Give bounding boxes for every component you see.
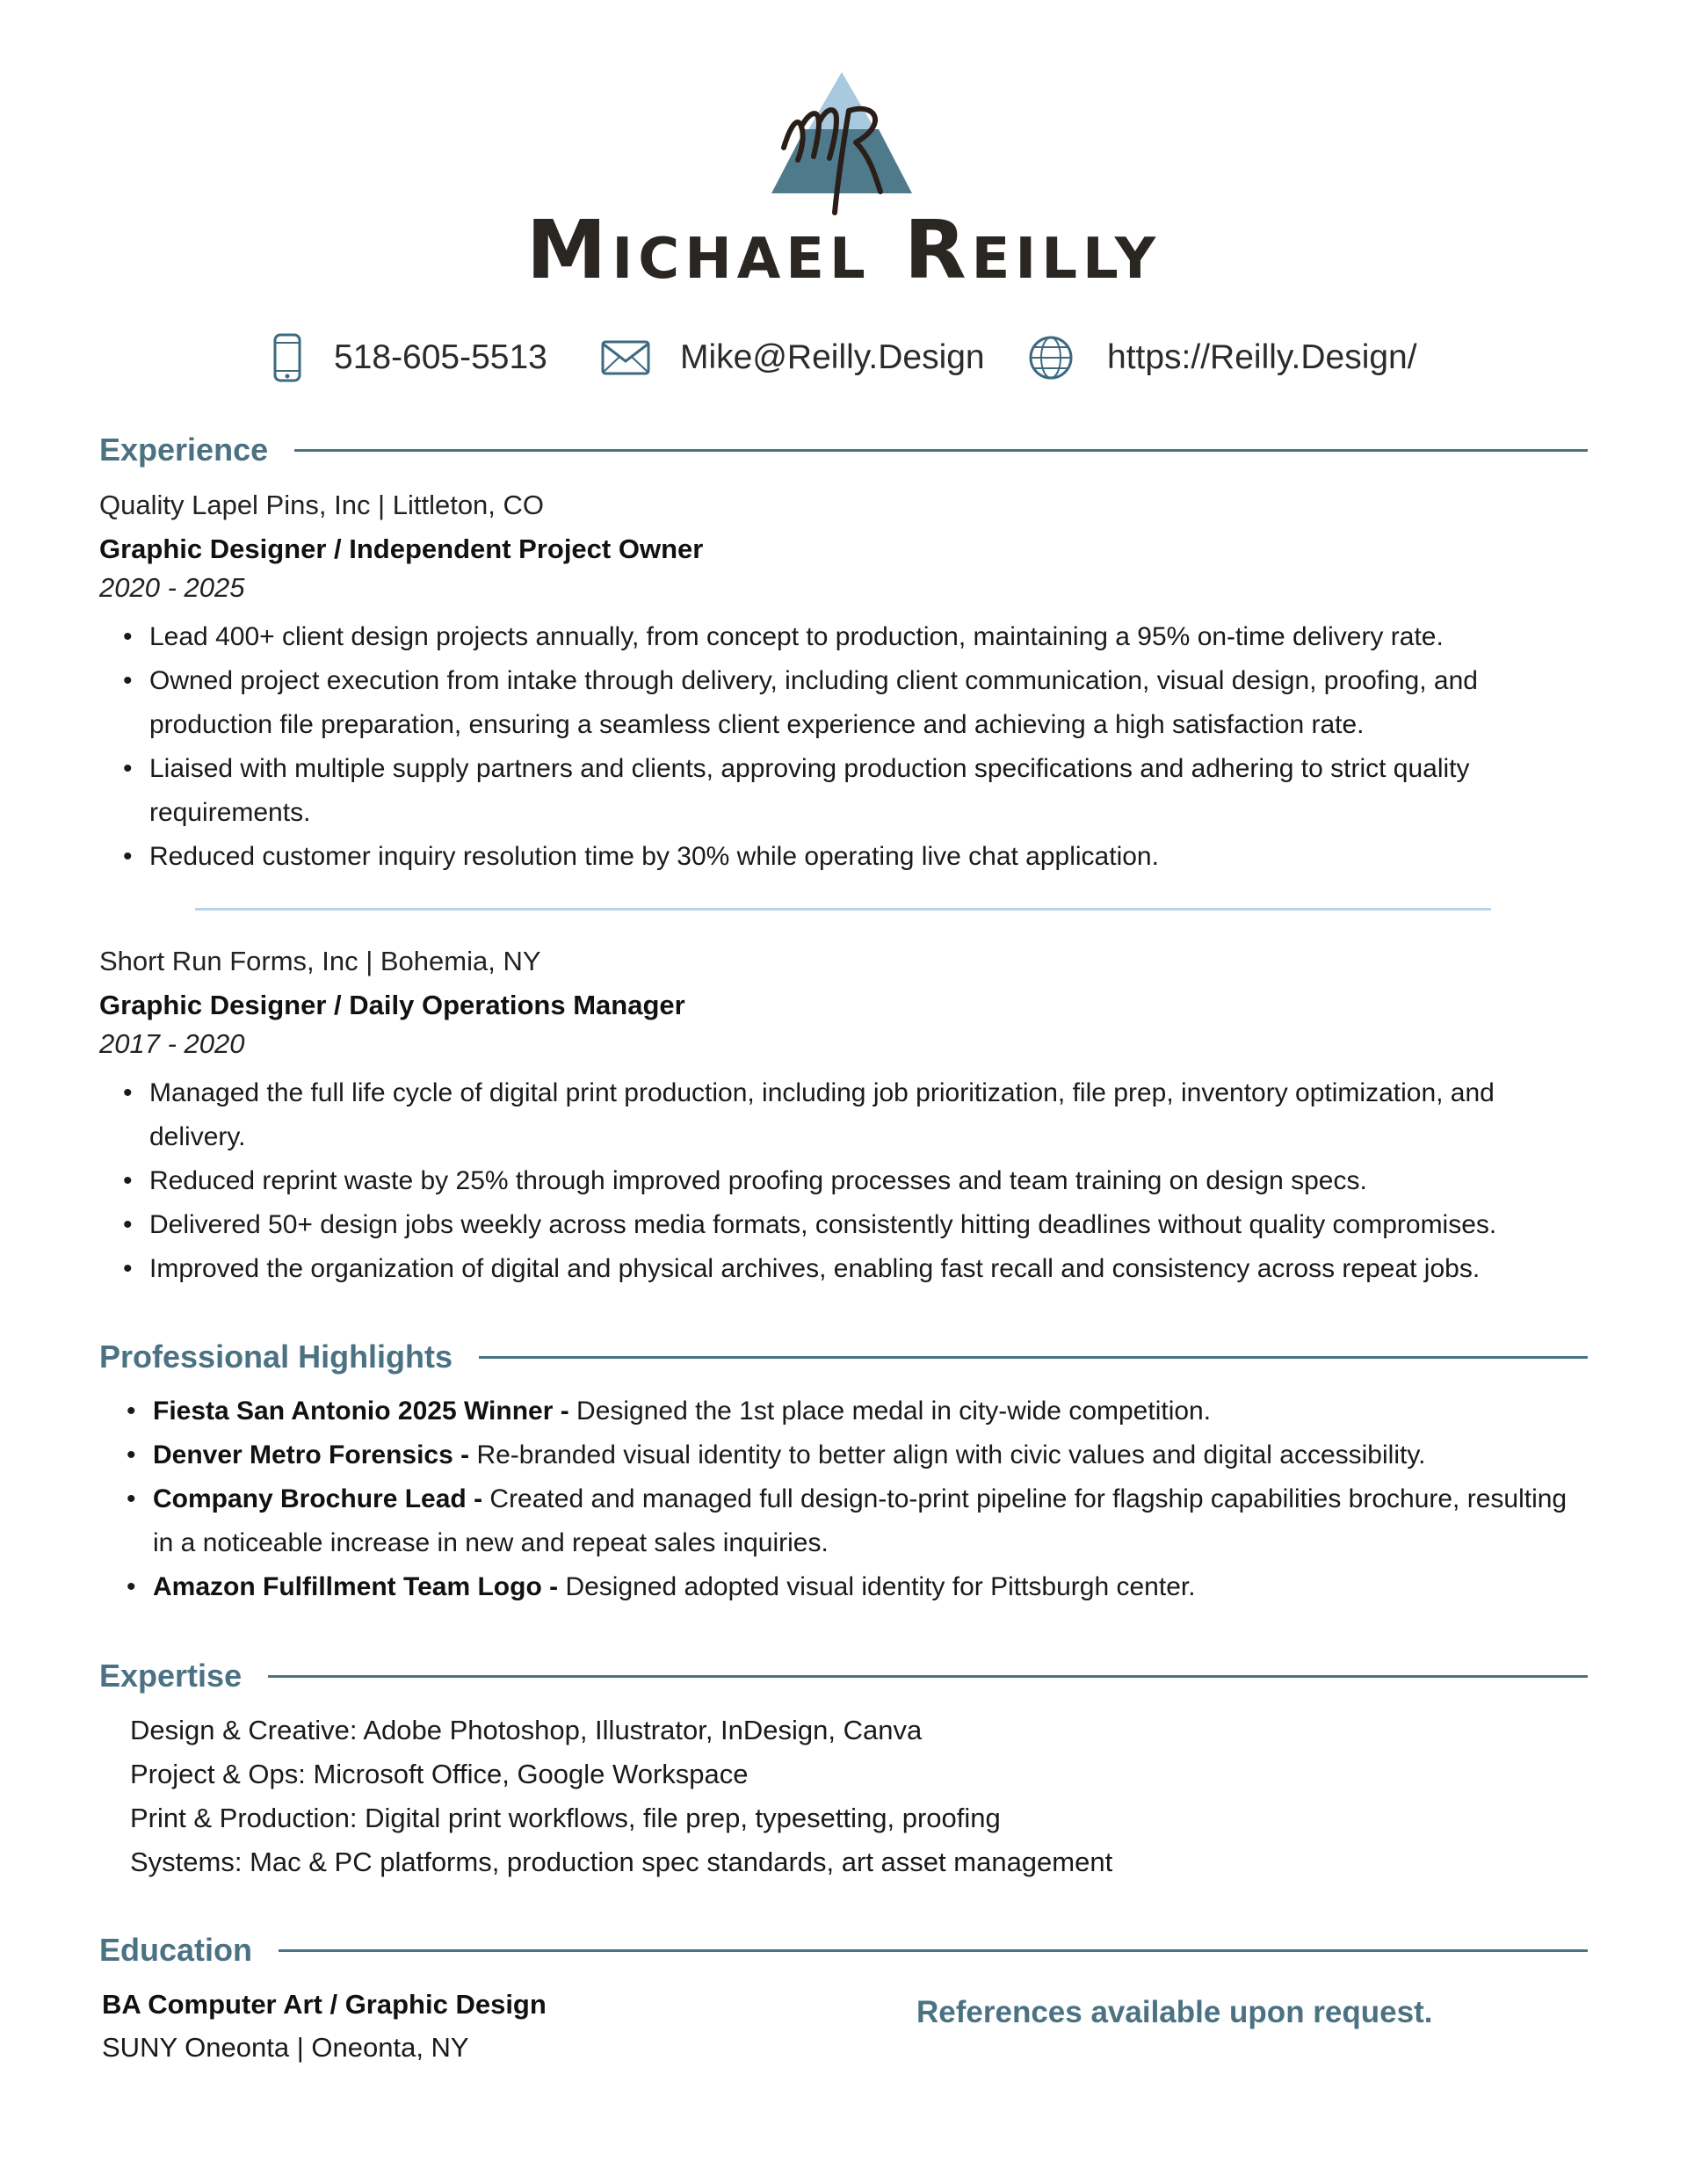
job-dates: 2020 - 2025 — [99, 572, 245, 603]
phone-number: 518-605-5513 — [334, 338, 547, 376]
section-rule — [268, 1675, 1588, 1678]
highlight-text: Created and managed full design-to-print pipeline for flagship capabilities brochure, resulting in a noticeable increase in new and repeat sales inquiries. — [153, 1484, 1568, 1557]
contact-bar — [0, 327, 1687, 388]
experience-title: Experience — [99, 432, 269, 468]
education-degree: BA Computer Art / Graphic Design — [102, 1989, 547, 2020]
job-title: Graphic Designer / Daily Operations Manager — [99, 990, 685, 1020]
bullet-item: • Reduced customer inquiry resolution time by 30% while operating live chat application. — [123, 835, 1582, 879]
bullet-item: • Reduced reprint waste by 25% through improved proofing processes and team training on design specs. — [123, 1159, 1582, 1203]
highlights-title: Professional Highlights — [99, 1339, 453, 1375]
highlight-item — [127, 1433, 1585, 1477]
education-title: Education — [99, 1932, 253, 1968]
expertise-title: Expertise — [99, 1658, 243, 1694]
expertise-header — [99, 1651, 1588, 1701]
job-company: Short Run Forms, Inc | Bohemia, NY — [99, 946, 541, 976]
bullet-item: • Owned project execution from intake through delivery, including client communication, visual design, proofing, and production file preparation, ensuring a seamless client experience and achieving a high satisfaction rate. — [123, 659, 1582, 747]
highlights-list — [127, 1389, 1585, 1609]
contact-website[interactable] — [1028, 327, 1417, 388]
highlight-item — [127, 1565, 1585, 1609]
bullet-item: • Improved the organization of digital and physical archives, enabling fast recall and consistency across repeat jobs. — [123, 1247, 1582, 1291]
section-rule — [479, 1356, 1588, 1359]
email-address: Mike@Reilly.Design — [680, 338, 985, 376]
highlight-text: Designed adopted visual identity for Pittsburgh center. — [558, 1572, 1196, 1601]
education-school: SUNY Oneonta | Oneonta, NY — [102, 2032, 469, 2063]
section-rule — [294, 449, 1588, 452]
job-divider — [195, 908, 1491, 911]
job-company: Quality Lapel Pins, Inc | Littleton, CO — [99, 490, 545, 520]
highlight-label: Denver Metro Forensics - — [153, 1440, 470, 1469]
contact-email[interactable] — [601, 327, 985, 388]
highlight-text: Designed the 1st place medal in city-wide competition. — [568, 1397, 1212, 1426]
highlight-label: Fiesta San Antonio 2025 Winner - — [153, 1397, 569, 1426]
references-note: References available upon request. — [916, 1995, 1433, 2029]
experience-header — [99, 425, 1588, 475]
job-bullets — [123, 1071, 1582, 1291]
section-rule — [279, 1949, 1588, 1952]
skill-line: Design & Creative: Adobe Photoshop, Illustrator, InDesign, Canva — [130, 1715, 923, 1745]
job-dates: 2017 - 2020 — [99, 1028, 245, 1059]
highlight-item — [127, 1389, 1585, 1433]
monogram-logo — [771, 72, 912, 220]
job-title: Graphic Designer / Independent Project Owner — [99, 533, 704, 564]
highlights-header — [99, 1332, 1588, 1382]
phone-icon — [272, 332, 302, 383]
contact-phone[interactable] — [272, 327, 547, 388]
skill-line: Systems: Mac & PC platforms, production spec standards, art asset management — [130, 1847, 1113, 1877]
highlight-text: Re-branded visual identity to better align with civic values and digital accessibility. — [469, 1440, 1426, 1469]
skill-line: Project & Ops: Microsoft Office, Google Workspace — [130, 1759, 749, 1789]
envelope-icon — [601, 340, 650, 375]
globe-icon — [1028, 335, 1074, 381]
candidate-name: Michael Reilly — [525, 203, 1162, 297]
skill-line: Print & Production: Digital print workflows, file prep, typesetting, proofing — [130, 1803, 1001, 1833]
website-url: https://Reilly.Design/ — [1107, 338, 1417, 376]
highlight-label: Amazon Fulfillment Team Logo - — [153, 1572, 559, 1601]
bullet-item: • Delivered 50+ design jobs weekly across media formats, consistently hitting deadlines without quality compromises. — [123, 1203, 1582, 1247]
education-header — [99, 1926, 1588, 1975]
bullet-item: • Lead 400+ client design projects annually, from concept to production, maintaining a 95% on-time delivery rate. — [123, 615, 1582, 659]
highlight-label: Company Brochure Lead - — [153, 1484, 483, 1513]
bullet-item: • Managed the full life cycle of digital print production, including job prioritization, file prep, inventory optimization, and delivery. — [123, 1071, 1582, 1159]
job-bullets — [123, 615, 1582, 879]
highlight-item — [127, 1477, 1585, 1565]
bullet-item: • Liaised with multiple supply partners and clients, approving production specifications and adhering to strict quality requirements. — [123, 747, 1582, 835]
